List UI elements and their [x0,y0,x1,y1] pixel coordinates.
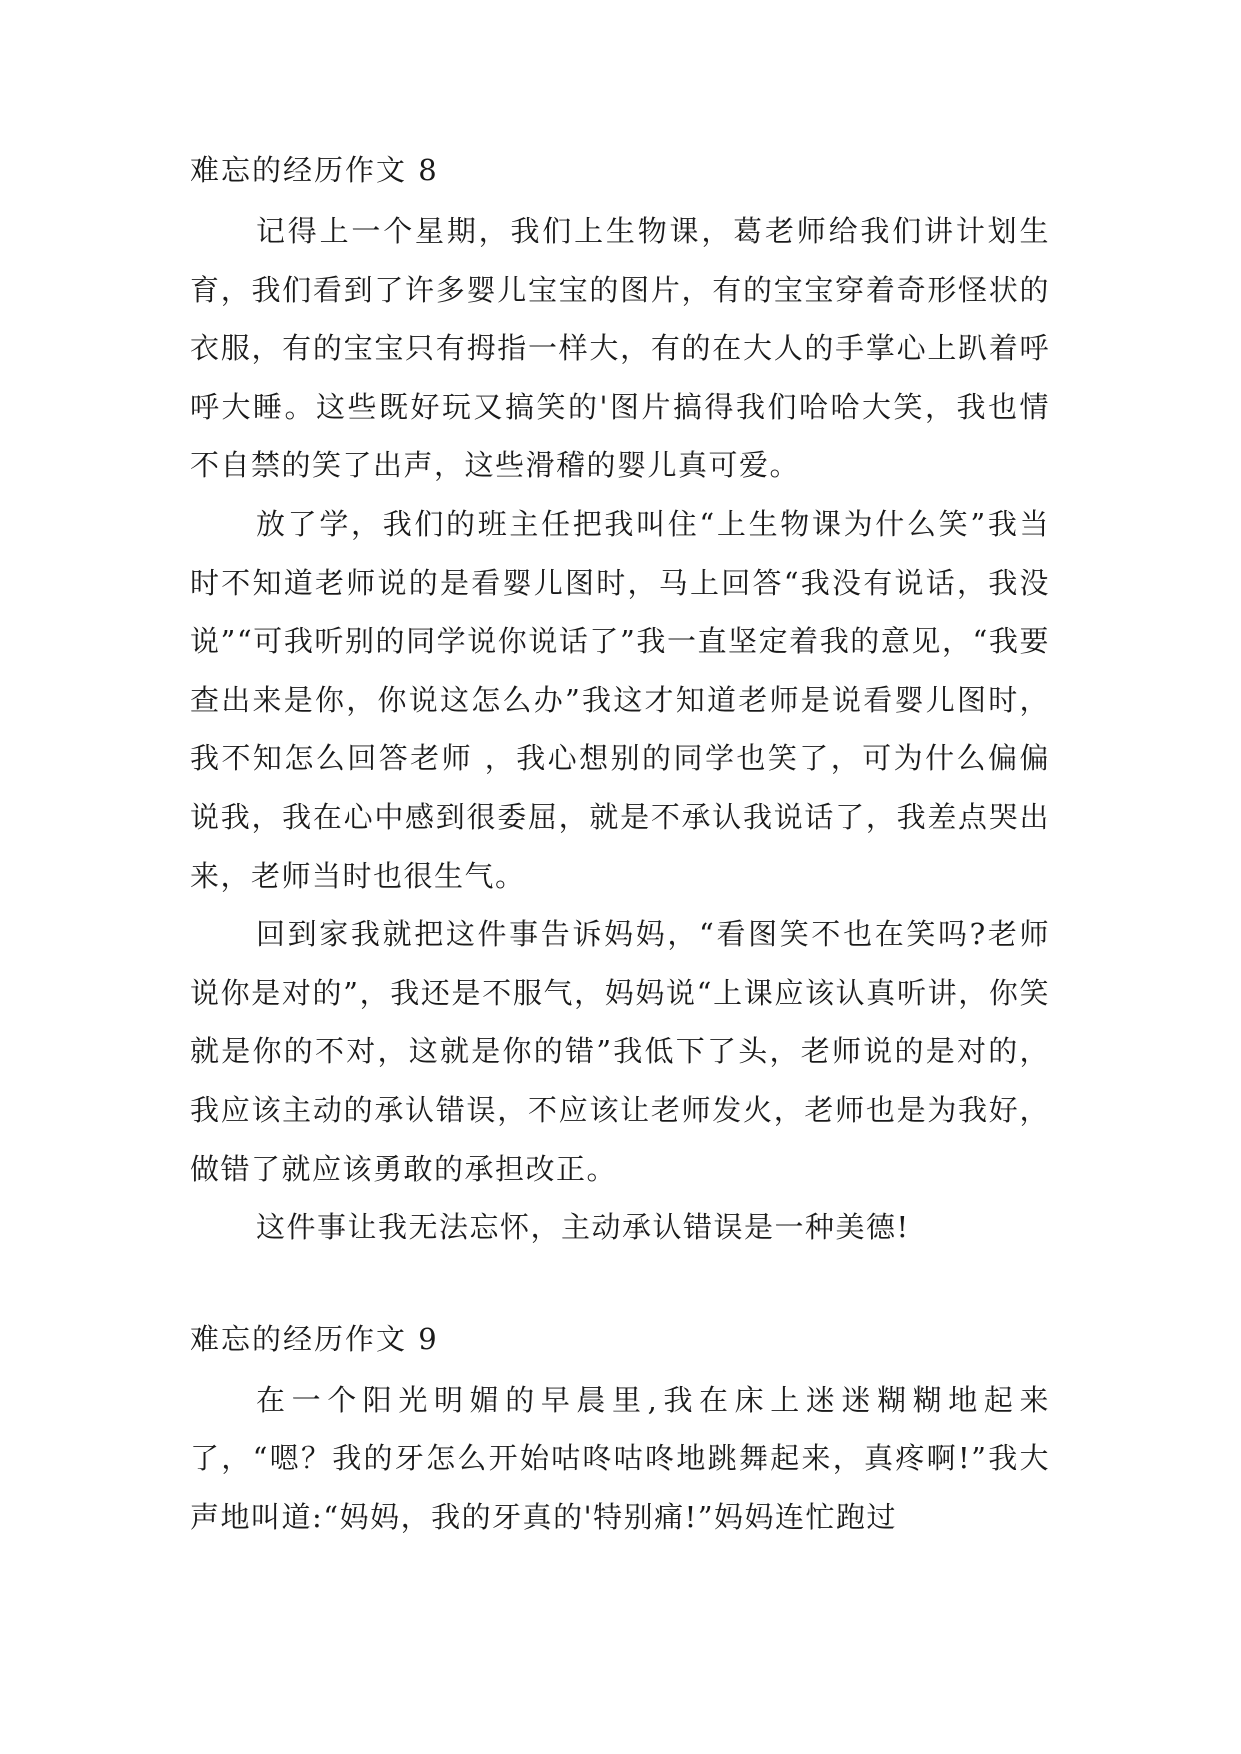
essay-section [190,150,1050,1257]
essay-paragraph: 在一个阳光明媚的早晨里,我在床上迷迷糊糊地起来了，“嗯？我的牙怎么开始咕咚咕咚地跳舞起来，真疼啊!”我大声地叫道:“妈妈，我的牙真的'特别痛!”妈妈连忙跑过 [190,1382,1050,1534]
document-body [190,150,1050,1546]
essay-paragraph: 放了学，我们的班主任把我叫住“上生物课为什么笑”我当时不知道老师说的是看婴儿图时，马上回答“我没有说话，我没说”“可我听别的同学说你说话了”我一直坚定着我的意见，“我要查出来是你，你说这怎么办”我这才知道老师是说看婴儿图时，我不知怎么回答老师 ，我心想别的同学也笑了，可为什么偏偏说我，我在心中感到很委屈，就是不承认我说话了，我差点哭出来，老师当时也很生气。 [190,506,1050,893]
essay-paragraph: 这件事让我无法忘怀，主动承认错误是一种美德! [256,1210,910,1245]
essay-paragraph: 记得上一个星期，我们上生物课，葛老师给我们讲计划生育，我们看到了许多婴儿宝宝的图片，有的宝宝穿着奇形怪状的衣服，有的宝宝只有拇指一样大，有的在大人的手掌心上趴着呼呼大睡。这些既好玩又搞笑的'图片搞得我们哈哈大笑，我也情不自禁的笑了出声，这些滑稽的婴儿真可爱。 [190,214,1050,483]
essay-title: 难忘的经历作文 9 [190,1321,439,1356]
essay-title: 难忘的经历作文 8 [190,153,439,187]
essay-section [190,1319,1050,1547]
essay-paragraph: 回到家我就把这件事告诉妈妈，“看图笑不也在笑吗?老师说你是对的”，我还是不服气，妈妈说“上课应该认真听讲，你笑就是你的不对，这就是你的错”我低下了头，老师说的是对的，我应该主动的承认错误，不应该让老师发火，老师也是为我好，做错了就应该勇敢的承担改正。 [190,917,1050,1186]
